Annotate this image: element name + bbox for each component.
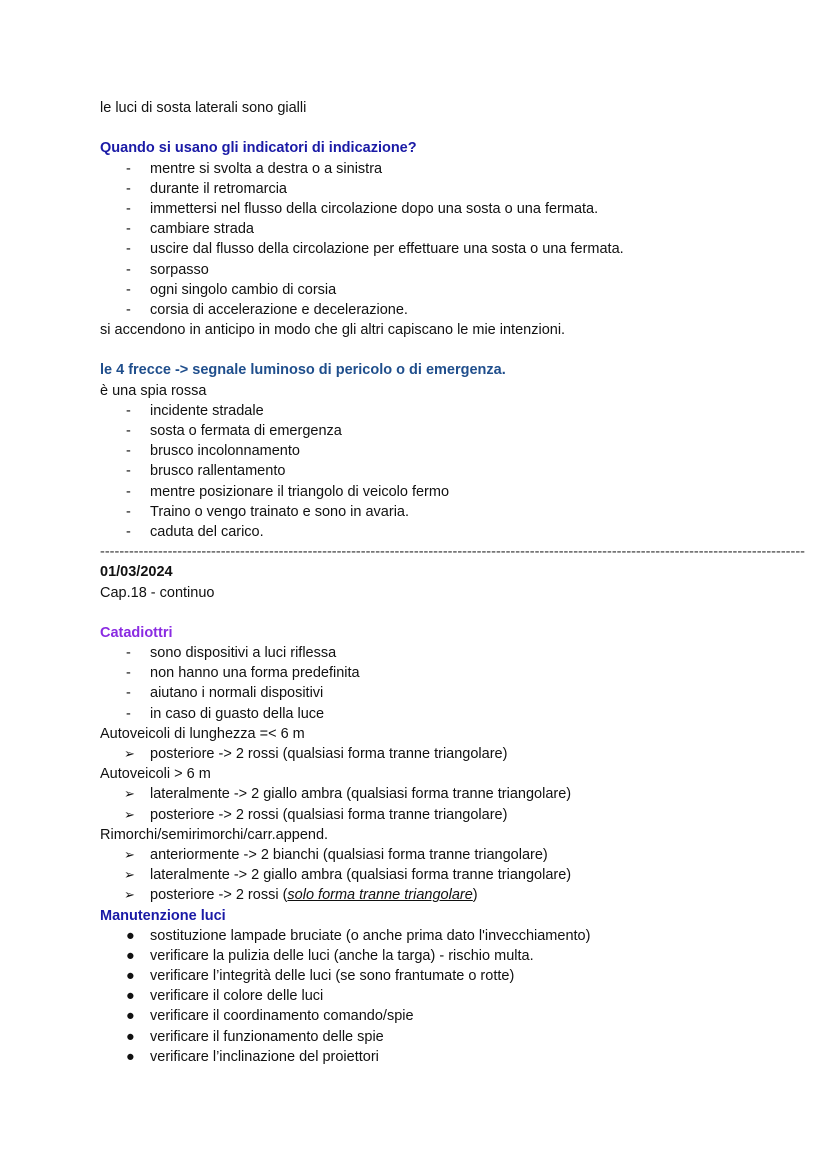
list-item-text: verificare il funzionamento delle spie	[150, 1028, 384, 1045]
section-divider: --------------------------------------------------------------------------------------------------------------------------------------------------	[100, 544, 805, 561]
list-item	[100, 704, 740, 724]
dash-marker: -	[126, 503, 131, 520]
list-item	[100, 1047, 740, 1067]
list-item	[100, 441, 740, 461]
list-item-text: verificare il colore delle luci	[150, 988, 324, 1005]
arrow-list	[100, 784, 740, 824]
bullet-icon: ●	[126, 927, 135, 944]
list-item-text: corsia di accelerazione e decelerazione.	[150, 301, 408, 318]
reflectors-list	[100, 643, 740, 724]
dash-marker: -	[126, 645, 131, 662]
group-title: Autoveicoli di lunghezza =< 6 m	[100, 725, 305, 742]
group-title: Autoveicoli > 6 m	[100, 766, 211, 783]
spacer	[100, 340, 740, 360]
list-item-text: sosta o fermata di emergenza	[150, 423, 342, 439]
arrow-icon: ➢	[124, 746, 135, 761]
reflectors-heading: Catadiottri	[100, 624, 173, 641]
list-item-text: immettersi nel flusso della circolazione dopo una sosta o una fermata.	[150, 200, 599, 217]
list-item-text: cambiare strada	[150, 221, 254, 238]
hazard-heading: le 4 frecce -> segnale luminoso di pericolo o di emergenza.	[100, 362, 506, 379]
bullet-icon: ●	[126, 968, 135, 985]
list-item-text: non hanno una forma predefinita	[150, 665, 360, 682]
list-item-text: in caso di guasto della luce	[150, 705, 325, 722]
list-item	[100, 805, 740, 825]
list-item-text: lateralmente -> 2 giallo ambra (qualsiasi forma tranne triangolare)	[150, 786, 572, 803]
list-item	[100, 663, 740, 683]
entry-date: 01/03/2024	[100, 564, 173, 581]
dash-marker: -	[126, 443, 131, 460]
bullet-icon: ●	[126, 1008, 135, 1025]
list-item	[100, 946, 740, 966]
list-item	[100, 461, 740, 481]
indicators-list	[100, 159, 740, 321]
bullet-icon: ●	[126, 1048, 135, 1065]
list-item-text: posteriore -> 2 rossi (qualsiasi forma tranne triangolare)	[150, 746, 508, 762]
dash-marker: -	[126, 685, 131, 702]
list-item-text: sostituzione lampade bruciate (o anche prima dato l'invecchiamento)	[150, 927, 591, 944]
list-item-text: posteriore -> 2 rossi (	[150, 887, 288, 904]
list-item	[100, 421, 740, 441]
list-item	[100, 260, 740, 280]
maintenance-heading: Manutenzione luci	[100, 907, 226, 924]
dash-marker: -	[126, 221, 131, 238]
list-item-text: mentre si svolta a destra o a sinistra	[150, 160, 383, 177]
list-item-text: uscire dal flusso della circolazione per effettuare una sosta o una fermata.	[150, 241, 624, 258]
list-item	[100, 199, 740, 219]
list-item-text: Traino o vengo trainato e sono in avaria.	[150, 503, 410, 520]
list-item-text: anteriormente -> 2 bianchi (qualsiasi forma tranne triangolare)	[150, 846, 548, 863]
emphasized-text: solo forma tranne triangolare	[287, 887, 473, 904]
list-item-text: verificare l’inclinazione del proiettori	[150, 1048, 379, 1065]
list-item-text: brusco rallentamento	[150, 463, 286, 480]
chapter-title: Cap.18 - continuo	[100, 584, 215, 601]
list-item-text: sono dispositivi a luci riflessa	[150, 645, 337, 662]
list-item-text: sorpasso	[150, 261, 209, 278]
bullet-icon: ●	[126, 988, 135, 1005]
list-item-text: mentre posizionare il triangolo di veicolo fermo	[150, 483, 450, 500]
list-item	[100, 1027, 740, 1047]
list-item	[100, 744, 740, 764]
spacer	[100, 603, 740, 623]
indicators-heading: Quando si usano gli indicatori di indicazione?	[100, 140, 417, 157]
dash-marker: -	[126, 261, 131, 278]
list-item	[100, 926, 740, 946]
list-item	[100, 401, 740, 421]
list-item	[100, 966, 740, 986]
list-item-text: caduta del carico.	[150, 523, 264, 540]
list-item	[100, 280, 740, 300]
list-item-text: aiutano i normali dispositivi	[150, 685, 324, 702]
list-item-text: lateralmente -> 2 giallo ambra (qualsiasi forma tranne triangolare)	[150, 867, 572, 884]
dash-marker: -	[126, 402, 131, 419]
arrow-icon: ➢	[124, 786, 135, 802]
dash-marker: -	[126, 301, 131, 318]
maintenance-list	[100, 926, 740, 1067]
list-item	[100, 522, 740, 542]
list-item	[100, 1006, 740, 1026]
indicators-note: si accendono in anticipo in modo che gli altri capiscano le mie intenzioni.	[100, 322, 566, 339]
list-item	[100, 784, 740, 804]
arrow-list	[100, 744, 740, 764]
list-item	[100, 986, 740, 1006]
spacer	[100, 118, 740, 138]
dash-marker: -	[126, 180, 131, 197]
dash-marker: -	[126, 423, 131, 439]
list-item	[100, 683, 740, 703]
list-item	[100, 300, 740, 320]
list-item-text: verificare il coordinamento comando/spie	[150, 1008, 414, 1025]
dash-marker: -	[126, 463, 131, 480]
list-item-text: posteriore -> 2 rossi (qualsiasi forma tranne triangolare)	[150, 806, 508, 823]
dash-marker: -	[126, 281, 131, 298]
hazard-subtitle: è una spia rossa	[100, 382, 207, 399]
list-item	[100, 179, 740, 199]
list-item	[100, 219, 740, 239]
arrow-icon: ➢	[124, 846, 135, 862]
list-item	[100, 865, 740, 885]
dash-marker: -	[126, 705, 131, 722]
dash-marker: -	[126, 200, 131, 217]
arrow-list	[100, 845, 740, 906]
list-item	[100, 845, 740, 865]
arrow-icon: ➢	[124, 867, 135, 883]
list-item	[100, 239, 740, 259]
list-item	[100, 885, 740, 905]
list-item-text: brusco incolonnamento	[150, 443, 300, 460]
list-item	[100, 643, 740, 663]
document-page	[100, 98, 805, 1067]
list-item-text: )	[472, 887, 478, 904]
intro-text: le luci di sosta laterali sono gialli	[100, 100, 307, 116]
list-item-text: incidente stradale	[150, 402, 264, 419]
list-item	[100, 482, 740, 502]
bullet-icon: ●	[126, 947, 135, 964]
list-item-text: verificare l’integrità delle luci (se sono frantumate o rotte)	[150, 968, 515, 985]
hazard-list	[100, 401, 740, 542]
dash-marker: -	[126, 665, 131, 682]
list-item	[100, 159, 740, 179]
list-item-text: verificare la pulizia delle luci (anche la targa) - rischio multa.	[150, 947, 534, 964]
dash-marker: -	[126, 160, 131, 177]
arrow-icon: ➢	[124, 806, 135, 822]
list-item	[100, 502, 740, 522]
list-item-text: ogni singolo cambio di corsia	[150, 281, 337, 298]
list-item-text: durante il retromarcia	[150, 180, 287, 197]
dash-marker: -	[126, 523, 131, 540]
arrow-icon: ➢	[124, 887, 135, 903]
dash-marker: -	[126, 483, 131, 500]
dash-marker: -	[126, 241, 131, 258]
bullet-icon: ●	[126, 1028, 135, 1045]
group-title: Rimorchi/semirimorchi/carr.append.	[100, 826, 329, 843]
